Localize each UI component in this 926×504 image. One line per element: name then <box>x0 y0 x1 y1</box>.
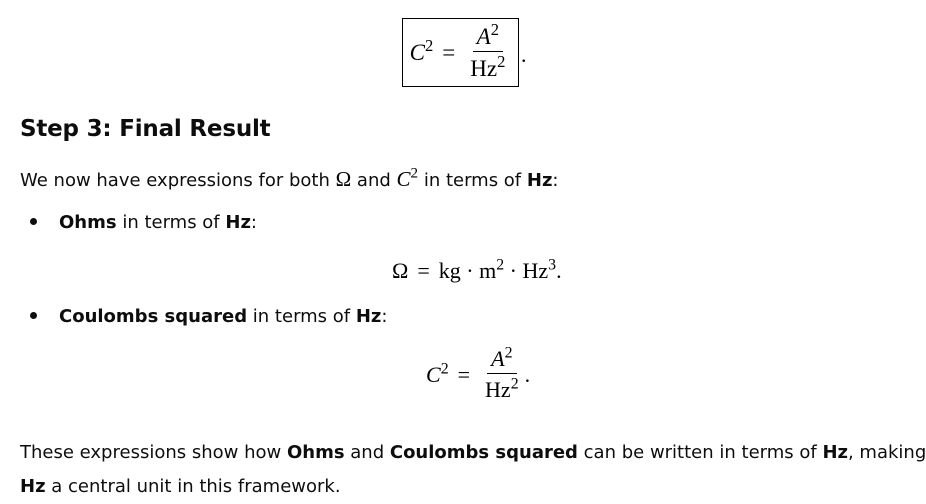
list-item-coulombs-squared: Coulombs squared in terms of Hz: <box>30 302 387 332</box>
boxed-lhs: $C^2$ <box>409 35 434 65</box>
boxed-equation-period: . <box>521 42 527 67</box>
step-heading: Step 3: Final Result <box>20 116 271 142</box>
coulomb-denominator: Hz$^2$ <box>485 375 519 402</box>
boxed-equation <box>402 18 519 87</box>
omega-symbol: Ω <box>335 167 352 191</box>
bullet-icon <box>30 312 37 319</box>
closing-paragraph-line-1: These expressions show how Ohms and Coulombs squared can be written in terms of Hz, making <box>20 442 926 463</box>
coulomb-fraction <box>481 344 523 402</box>
boxed-equals: = <box>442 39 456 65</box>
bullet-icon <box>30 218 37 225</box>
boxed-denominator: Hz$^2$ <box>470 51 506 81</box>
boxed-fraction <box>466 19 509 81</box>
c-squared-symbol: $C^2$ <box>396 165 419 191</box>
list-item-ohms: Ohms in terms of Hz: <box>30 208 257 238</box>
coulomb-lhs: $C^2$ <box>426 359 449 387</box>
intro-paragraph: We now have expressions for both Ω and $C^2$ in terms of Hz: <box>20 165 559 191</box>
coulomb-equation: $C^2$ = $\frac{A^2}{Hz^2}$ . <box>426 344 531 402</box>
closing-paragraph-line-2: Hz a central unit in this framework. <box>20 476 341 497</box>
boxed-numerator: $A^2$ <box>473 25 503 52</box>
coulomb-numerator: $A^2$ <box>487 348 516 374</box>
ohms-equation: Ω = kg · $m^2 \cdot Hz^3$. <box>392 256 562 283</box>
